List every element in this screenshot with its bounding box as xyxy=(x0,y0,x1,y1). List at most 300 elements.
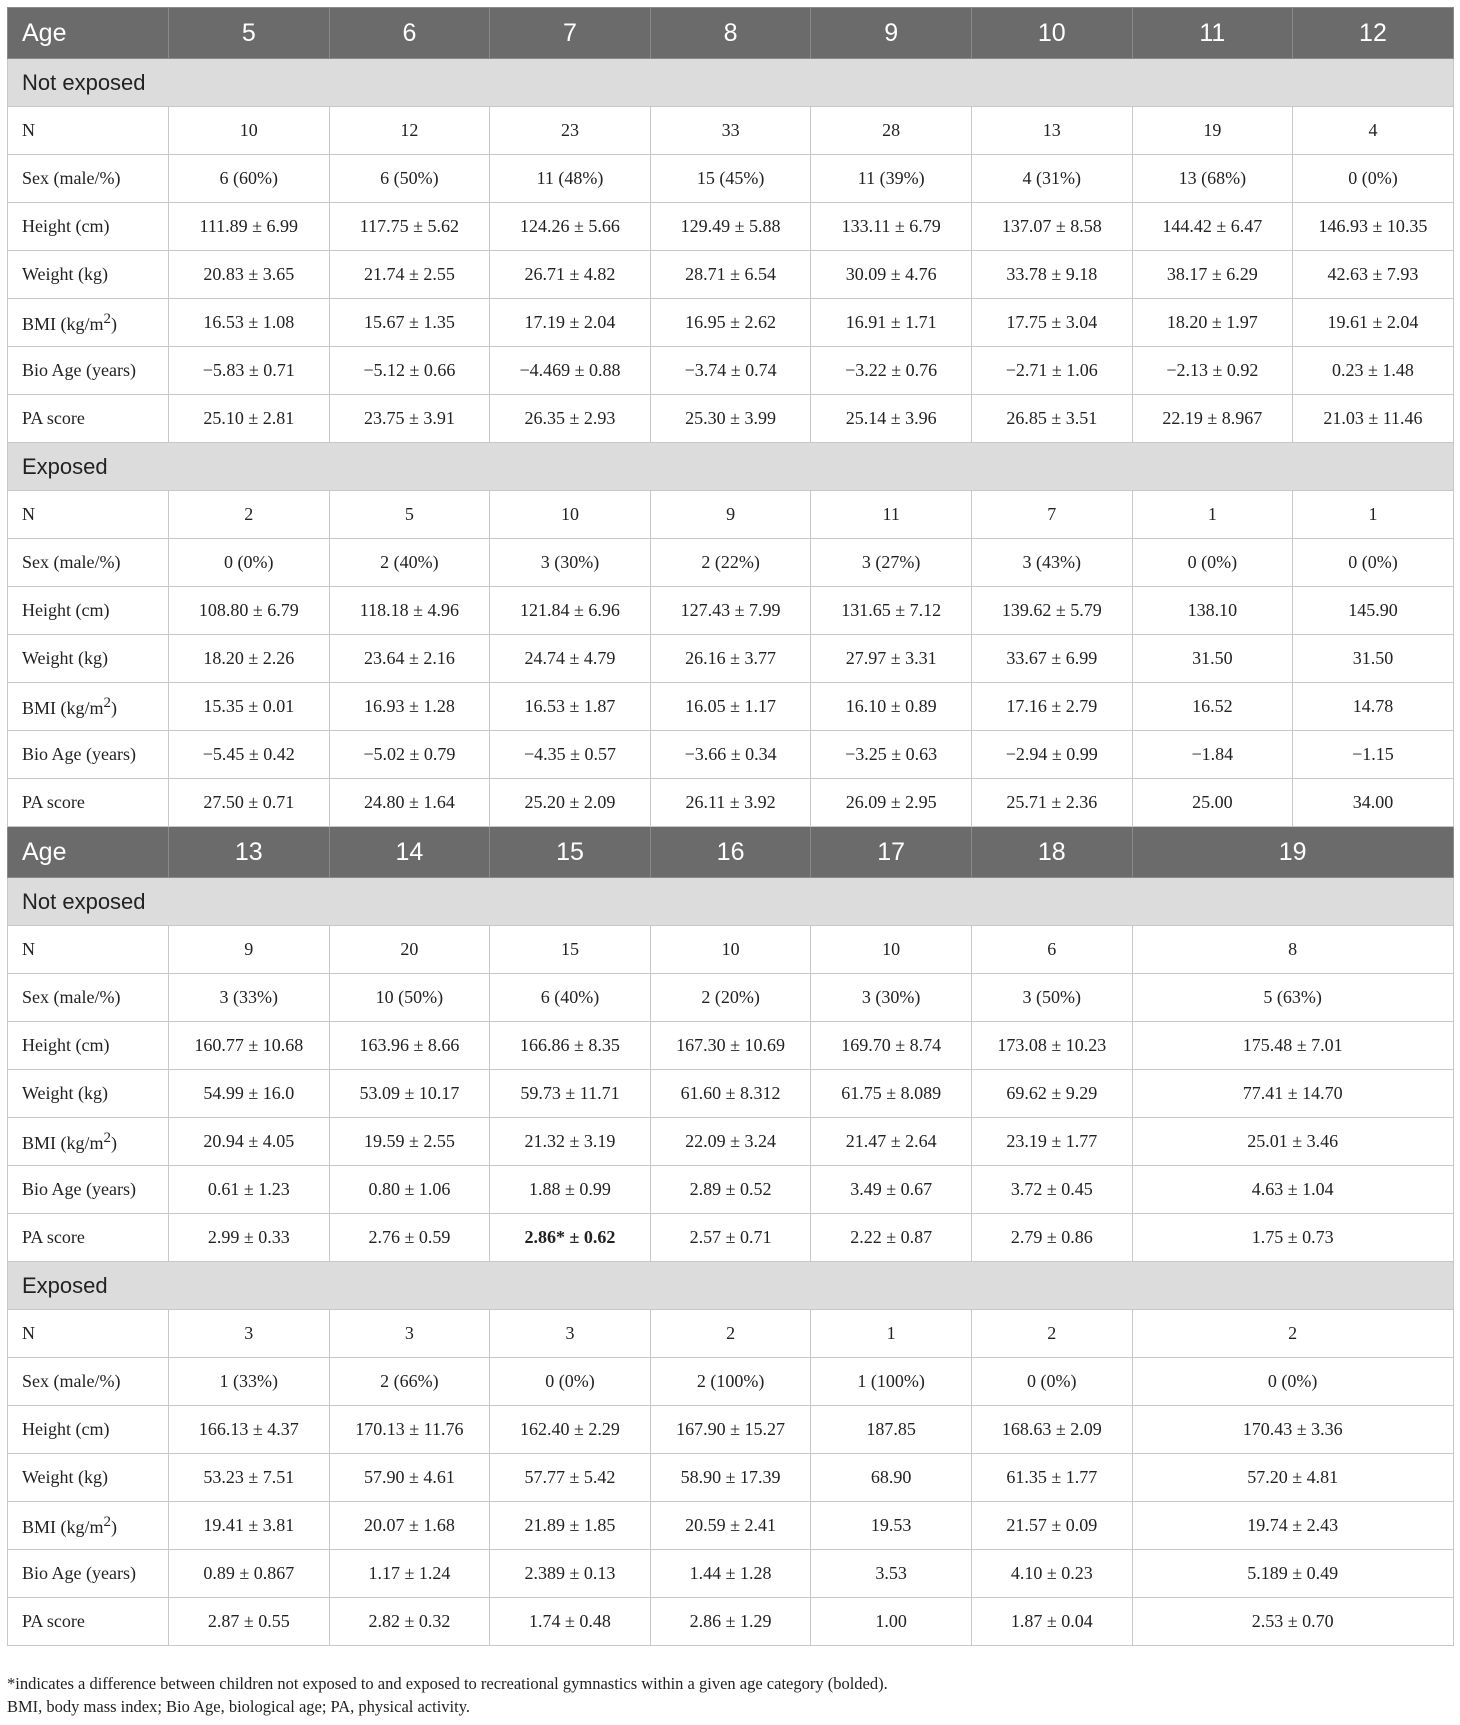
table-cell: 20.94 ± 4.05 xyxy=(169,1118,330,1166)
table-cell: 2 xyxy=(971,1310,1132,1358)
row-label xyxy=(8,779,169,827)
table-row xyxy=(8,1214,1454,1262)
table-row xyxy=(8,155,1454,203)
table-row xyxy=(8,1166,1454,1214)
table-cell: 15.67 ± 1.35 xyxy=(329,299,490,347)
table-cell: 127.43 ± 7.99 xyxy=(650,587,811,635)
table-row xyxy=(8,1022,1454,1070)
table-cell: 20.07 ± 1.68 xyxy=(329,1502,490,1550)
table-cell: 0.89 ± 0.867 xyxy=(169,1550,330,1598)
table-cell: 26.09 ± 2.95 xyxy=(811,779,972,827)
footnote-abbreviations: BMI, body mass index; Bio Age, biological age; PA, physical activity. xyxy=(7,1697,471,1716)
table-cell: 145.90 xyxy=(1293,587,1454,635)
table-cell: 7 xyxy=(971,491,1132,539)
table-cell: 16.53 ± 1.08 xyxy=(169,299,330,347)
row-label-text: Weight (kg) xyxy=(22,648,109,668)
table-cell: 6 (50%) xyxy=(329,155,490,203)
table-row xyxy=(8,491,1454,539)
table-cell: 15 (45%) xyxy=(650,155,811,203)
table-cell: 129.49 ± 5.88 xyxy=(650,203,811,251)
row-label-text: N xyxy=(22,504,35,524)
table-cell: 26.71 ± 4.82 xyxy=(490,251,651,299)
table-cell: −3.74 ± 0.74 xyxy=(650,347,811,395)
row-label-text: Height (cm) xyxy=(22,1419,110,1439)
table-row xyxy=(8,731,1454,779)
table-cell: 25.00 xyxy=(1132,779,1293,827)
table-cell: 3 (43%) xyxy=(971,539,1132,587)
age-header-cell: 9 xyxy=(811,8,972,59)
table-cell: 2 (40%) xyxy=(329,539,490,587)
table-cell: 10 xyxy=(169,107,330,155)
row-label xyxy=(8,587,169,635)
table-cell: 27.50 ± 0.71 xyxy=(169,779,330,827)
table-cell: 33 xyxy=(650,107,811,155)
table-row xyxy=(8,1118,1454,1166)
row-label-suffix: ) xyxy=(111,697,118,718)
table-cell: 3 (27%) xyxy=(811,539,972,587)
table-cell: 33.78 ± 9.18 xyxy=(971,251,1132,299)
row-label xyxy=(8,155,169,203)
table-cell: 53.09 ± 10.17 xyxy=(329,1070,490,1118)
table-cell: 26.85 ± 3.51 xyxy=(971,395,1132,443)
table-row xyxy=(8,926,1454,974)
table-cell: 1.17 ± 1.24 xyxy=(329,1550,490,1598)
table-cell: 168.63 ± 2.09 xyxy=(971,1406,1132,1454)
group-title: Exposed xyxy=(8,443,1454,491)
table-row xyxy=(8,1358,1454,1406)
row-label-text: BMI (kg/m xyxy=(22,313,104,334)
age-header-row xyxy=(8,827,1454,878)
table-row xyxy=(8,1070,1454,1118)
table-cell: 2.79 ± 0.86 xyxy=(971,1214,1132,1262)
row-label-text: Height (cm) xyxy=(22,600,110,620)
table-cell: −3.25 ± 0.63 xyxy=(811,731,972,779)
table-row xyxy=(8,1406,1454,1454)
table-row xyxy=(8,1550,1454,1598)
row-label xyxy=(8,683,169,731)
table-cell: 10 (50%) xyxy=(329,974,490,1022)
table-cell: −3.66 ± 0.34 xyxy=(650,731,811,779)
table-cell: −4.469 ± 0.88 xyxy=(490,347,651,395)
table-cell: 3 xyxy=(329,1310,490,1358)
table-cell: 26.16 ± 3.77 xyxy=(650,635,811,683)
table-cell: 25.01 ± 3.46 xyxy=(1132,1118,1453,1166)
table-cell: −1.15 xyxy=(1293,731,1454,779)
table-cell: 2.76 ± 0.59 xyxy=(329,1214,490,1262)
table-cell: 1 xyxy=(1293,491,1454,539)
table-cell: 24.80 ± 1.64 xyxy=(329,779,490,827)
table-row xyxy=(8,635,1454,683)
table-row xyxy=(8,1502,1454,1550)
table-cell: 26.11 ± 3.92 xyxy=(650,779,811,827)
row-label xyxy=(8,299,169,347)
table-cell: 8 xyxy=(1132,926,1453,974)
table-cell: −2.71 ± 1.06 xyxy=(971,347,1132,395)
age-header-cell: 6 xyxy=(329,8,490,59)
table-cell: 169.70 ± 8.74 xyxy=(811,1022,972,1070)
table-cell: 77.41 ± 14.70 xyxy=(1132,1070,1453,1118)
table-cell: −5.45 ± 0.42 xyxy=(169,731,330,779)
table-cell: 0 (0%) xyxy=(1293,539,1454,587)
row-label-text: PA score xyxy=(22,1611,85,1631)
table-cell: 1 (33%) xyxy=(169,1358,330,1406)
table-cell: 19 xyxy=(1132,107,1293,155)
table-row xyxy=(8,539,1454,587)
table-cell: 1.74 ± 0.48 xyxy=(490,1598,651,1646)
table-cell: 2.87 ± 0.55 xyxy=(169,1598,330,1646)
table-cell: 54.99 ± 16.0 xyxy=(169,1070,330,1118)
table-cell: 1.75 ± 0.73 xyxy=(1132,1214,1453,1262)
table-cell: 31.50 xyxy=(1132,635,1293,683)
row-label xyxy=(8,107,169,155)
row-label xyxy=(8,635,169,683)
row-label-text: Bio Age (years) xyxy=(22,1563,136,1583)
group-title-row xyxy=(8,59,1454,107)
table-cell: 18.20 ± 2.26 xyxy=(169,635,330,683)
table-row xyxy=(8,1454,1454,1502)
table-cell: 2.99 ± 0.33 xyxy=(169,1214,330,1262)
table-cell: 10 xyxy=(811,926,972,974)
table-row xyxy=(8,395,1454,443)
table-cell: 0 (0%) xyxy=(971,1358,1132,1406)
table-cell: 19.59 ± 2.55 xyxy=(329,1118,490,1166)
table-row xyxy=(8,299,1454,347)
table-cell: 1.00 xyxy=(811,1598,972,1646)
table-cell: 19.61 ± 2.04 xyxy=(1293,299,1454,347)
table-cell: 0.23 ± 1.48 xyxy=(1293,347,1454,395)
table-cell: 57.20 ± 4.81 xyxy=(1132,1454,1453,1502)
table-cell: 38.17 ± 6.29 xyxy=(1132,251,1293,299)
table-cell: 21.57 ± 0.09 xyxy=(971,1502,1132,1550)
table-cell: 11 xyxy=(811,491,972,539)
table-cell: 68.90 xyxy=(811,1454,972,1502)
table-cell: 15.35 ± 0.01 xyxy=(169,683,330,731)
table-cell: 2.57 ± 0.71 xyxy=(650,1214,811,1262)
table-cell: 16.95 ± 2.62 xyxy=(650,299,811,347)
footnote-significance: *indicates a difference between children not exposed to and exposed to recreational gymnastics within a given age category (bolded). xyxy=(7,1674,888,1693)
table-cell: 17.16 ± 2.79 xyxy=(971,683,1132,731)
table-cell: 1.44 ± 1.28 xyxy=(650,1550,811,1598)
table-cell: 5 (63%) xyxy=(1132,974,1453,1022)
table-cell: 21.74 ± 2.55 xyxy=(329,251,490,299)
age-header-cell: 12 xyxy=(1293,8,1454,59)
row-label xyxy=(8,926,169,974)
table-cell: 25.30 ± 3.99 xyxy=(650,395,811,443)
table-cell: 2.22 ± 0.87 xyxy=(811,1214,972,1262)
table-cell: 33.67 ± 6.99 xyxy=(971,635,1132,683)
table-cell: 1 xyxy=(1132,491,1293,539)
table-cell: 34.00 xyxy=(1293,779,1454,827)
table-row xyxy=(8,1310,1454,1358)
table-row xyxy=(8,683,1454,731)
age-header-cell: 10 xyxy=(971,8,1132,59)
table-cell: 9 xyxy=(169,926,330,974)
row-label-text: N xyxy=(22,1323,35,1343)
table-cell: 26.35 ± 2.93 xyxy=(490,395,651,443)
row-label-text: Bio Age (years) xyxy=(22,1179,136,1199)
table-cell: 13 xyxy=(971,107,1132,155)
row-label-suffix: ) xyxy=(111,313,118,334)
row-label xyxy=(8,347,169,395)
table-cell: 11 (39%) xyxy=(811,155,972,203)
table-cell: 57.77 ± 5.42 xyxy=(490,1454,651,1502)
table-cell: −5.12 ± 0.66 xyxy=(329,347,490,395)
age-header-cell: 13 xyxy=(169,827,330,878)
group-title-row xyxy=(8,1262,1454,1310)
row-label-text: Weight (kg) xyxy=(22,1083,109,1103)
table-cell: 23.75 ± 3.91 xyxy=(329,395,490,443)
row-label-text: Height (cm) xyxy=(22,1035,110,1055)
table-cell: 124.26 ± 5.66 xyxy=(490,203,651,251)
age-header-cell: 16 xyxy=(650,827,811,878)
table-cell: 9 xyxy=(650,491,811,539)
row-label xyxy=(8,1022,169,1070)
table-cell: 6 (60%) xyxy=(169,155,330,203)
table-cell: 19.74 ± 2.43 xyxy=(1132,1502,1453,1550)
table-cell: 121.84 ± 6.96 xyxy=(490,587,651,635)
table-cell: 4.10 ± 0.23 xyxy=(971,1550,1132,1598)
table-cell: 10 xyxy=(650,926,811,974)
table-cell: 17.19 ± 2.04 xyxy=(490,299,651,347)
table-cell: 2 (22%) xyxy=(650,539,811,587)
table-cell: 20.59 ± 2.41 xyxy=(650,1502,811,1550)
table-cell: 21.89 ± 1.85 xyxy=(490,1502,651,1550)
table-cell: 118.18 ± 4.96 xyxy=(329,587,490,635)
table-cell: −2.94 ± 0.99 xyxy=(971,731,1132,779)
table-cell: 3 (33%) xyxy=(169,974,330,1022)
age-header-cell: 19 xyxy=(1132,827,1453,878)
table-cell: 108.80 ± 6.79 xyxy=(169,587,330,635)
table-cell: 6 (40%) xyxy=(490,974,651,1022)
table-cell: 25.71 ± 2.36 xyxy=(971,779,1132,827)
table-cell: 24.74 ± 4.79 xyxy=(490,635,651,683)
table-cell: 144.42 ± 6.47 xyxy=(1132,203,1293,251)
age-header-cell: 7 xyxy=(490,8,651,59)
table-cell: 4.63 ± 1.04 xyxy=(1132,1166,1453,1214)
table-cell: 5.189 ± 0.49 xyxy=(1132,1550,1453,1598)
table-cell: 23 xyxy=(490,107,651,155)
table-cell: 0 (0%) xyxy=(1132,1358,1453,1406)
table-body xyxy=(8,8,1454,1646)
table-cell: 173.08 ± 10.23 xyxy=(971,1022,1132,1070)
row-label-text: Bio Age (years) xyxy=(22,360,136,380)
table-cell: 25.20 ± 2.09 xyxy=(490,779,651,827)
table-cell: 167.90 ± 15.27 xyxy=(650,1406,811,1454)
table-cell: 21.47 ± 2.64 xyxy=(811,1118,972,1166)
age-header-cell: 17 xyxy=(811,827,972,878)
table-cell: 3 xyxy=(169,1310,330,1358)
table-row xyxy=(8,587,1454,635)
row-label-superscript: 2 xyxy=(103,310,112,327)
row-label xyxy=(8,731,169,779)
table-cell: 21.03 ± 11.46 xyxy=(1293,395,1454,443)
table-cell: 21.32 ± 3.19 xyxy=(490,1118,651,1166)
table-cell: 31.50 xyxy=(1293,635,1454,683)
group-title-row xyxy=(8,443,1454,491)
table-row xyxy=(8,203,1454,251)
table-cell: 16.93 ± 1.28 xyxy=(329,683,490,731)
table-cell: 14.78 xyxy=(1293,683,1454,731)
table-cell: 117.75 ± 5.62 xyxy=(329,203,490,251)
table-cell: 15 xyxy=(490,926,651,974)
table-cell: 0.80 ± 1.06 xyxy=(329,1166,490,1214)
age-header-cell: 14 xyxy=(329,827,490,878)
row-label xyxy=(8,395,169,443)
row-label-text: Sex (male/%) xyxy=(22,987,121,1007)
row-label-text: PA score xyxy=(22,792,85,812)
table-cell: 111.89 ± 6.99 xyxy=(169,203,330,251)
table-cell: 2 xyxy=(1132,1310,1453,1358)
row-label-superscript: 2 xyxy=(103,694,112,711)
table-cell: 16.10 ± 0.89 xyxy=(811,683,972,731)
row-label xyxy=(8,1550,169,1598)
table-cell: 2 (100%) xyxy=(650,1358,811,1406)
table-cell: 10 xyxy=(490,491,651,539)
row-label-text: N xyxy=(22,939,35,959)
row-label xyxy=(8,1118,169,1166)
table-cell: 18.20 ± 1.97 xyxy=(1132,299,1293,347)
table-cell: 22.09 ± 3.24 xyxy=(650,1118,811,1166)
table-row xyxy=(8,347,1454,395)
row-label xyxy=(8,1166,169,1214)
row-label-text: Bio Age (years) xyxy=(22,744,136,764)
age-header-row xyxy=(8,8,1454,59)
table-cell: 139.62 ± 5.79 xyxy=(971,587,1132,635)
table-cell: 2.82 ± 0.32 xyxy=(329,1598,490,1646)
row-label xyxy=(8,1310,169,1358)
row-label-text: Weight (kg) xyxy=(22,264,109,284)
table-cell: 3.72 ± 0.45 xyxy=(971,1166,1132,1214)
table-cell: 13 (68%) xyxy=(1132,155,1293,203)
row-label-text: BMI (kg/m xyxy=(22,697,104,718)
table-row xyxy=(8,107,1454,155)
row-label xyxy=(8,1358,169,1406)
table-cell: 2 (20%) xyxy=(650,974,811,1022)
row-label xyxy=(8,203,169,251)
table-cell: 3 xyxy=(490,1310,651,1358)
age-header-cell: 15 xyxy=(490,827,651,878)
age-header-cell: 8 xyxy=(650,8,811,59)
row-label-text: PA score xyxy=(22,1227,85,1247)
table-cell: 0 (0%) xyxy=(169,539,330,587)
row-label-superscript: 2 xyxy=(103,1513,112,1530)
table-cell: 28 xyxy=(811,107,972,155)
table-cell: 0 (0%) xyxy=(1132,539,1293,587)
row-label xyxy=(8,251,169,299)
table-cell: 1 xyxy=(811,1310,972,1358)
table-row xyxy=(8,974,1454,1022)
table-cell: 175.48 ± 7.01 xyxy=(1132,1022,1453,1070)
table-cell: 20.83 ± 3.65 xyxy=(169,251,330,299)
row-label xyxy=(8,1406,169,1454)
age-header-cell: 18 xyxy=(971,827,1132,878)
table-cell: 25.10 ± 2.81 xyxy=(169,395,330,443)
table-cell: 187.85 xyxy=(811,1406,972,1454)
table-cell: 12 xyxy=(329,107,490,155)
table-cell: 2.389 ± 0.13 xyxy=(490,1550,651,1598)
table-cell: 2 (66%) xyxy=(329,1358,490,1406)
table-cell: 16.05 ± 1.17 xyxy=(650,683,811,731)
group-title-row xyxy=(8,878,1454,926)
table-cell: 3.49 ± 0.67 xyxy=(811,1166,972,1214)
table-row xyxy=(8,1598,1454,1646)
table-cell: 0 (0%) xyxy=(1293,155,1454,203)
row-label-text: Sex (male/%) xyxy=(22,1371,121,1391)
row-label xyxy=(8,1454,169,1502)
age-header-cell: 5 xyxy=(169,8,330,59)
table-cell: 3 (50%) xyxy=(971,974,1132,1022)
row-label xyxy=(8,1598,169,1646)
table-cell: 1.88 ± 0.99 xyxy=(490,1166,651,1214)
table-row xyxy=(8,779,1454,827)
table-cell: 19.41 ± 3.81 xyxy=(169,1502,330,1550)
table-cell: 166.13 ± 4.37 xyxy=(169,1406,330,1454)
table-cell: 59.73 ± 11.71 xyxy=(490,1070,651,1118)
table-cell: 61.35 ± 1.77 xyxy=(971,1454,1132,1502)
table-cell: 16.91 ± 1.71 xyxy=(811,299,972,347)
row-label-text: BMI (kg/m xyxy=(22,1516,104,1537)
age-header-cell: 11 xyxy=(1132,8,1293,59)
table-cell: 2.89 ± 0.52 xyxy=(650,1166,811,1214)
table-cell: 2 xyxy=(169,491,330,539)
table-cell: 3.53 xyxy=(811,1550,972,1598)
row-label-suffix: ) xyxy=(111,1132,118,1153)
table-cell: 25.14 ± 3.96 xyxy=(811,395,972,443)
table-cell: 162.40 ± 2.29 xyxy=(490,1406,651,1454)
table-cell: 133.11 ± 6.79 xyxy=(811,203,972,251)
table-cell: 170.13 ± 11.76 xyxy=(329,1406,490,1454)
footnotes xyxy=(7,1672,1453,1718)
table-cell: 53.23 ± 7.51 xyxy=(169,1454,330,1502)
row-label-text: Sex (male/%) xyxy=(22,552,121,572)
table-cell: 22.19 ± 8.967 xyxy=(1132,395,1293,443)
table-cell: 4 xyxy=(1293,107,1454,155)
row-label-text: BMI (kg/m xyxy=(22,1132,104,1153)
table-cell: 170.43 ± 3.36 xyxy=(1132,1406,1453,1454)
table-cell: 19.53 xyxy=(811,1502,972,1550)
row-label-text: Weight (kg) xyxy=(22,1467,109,1487)
row-label-text: PA score xyxy=(22,408,85,428)
table-cell: 4 (31%) xyxy=(971,155,1132,203)
table-cell: 167.30 ± 10.69 xyxy=(650,1022,811,1070)
row-label xyxy=(8,1214,169,1262)
row-label xyxy=(8,539,169,587)
group-title: Exposed xyxy=(8,1262,1454,1310)
table-cell: 27.97 ± 3.31 xyxy=(811,635,972,683)
table-cell: 69.62 ± 9.29 xyxy=(971,1070,1132,1118)
table-cell: 138.10 xyxy=(1132,587,1293,635)
table-cell: 57.90 ± 4.61 xyxy=(329,1454,490,1502)
table-cell: 61.75 ± 8.089 xyxy=(811,1070,972,1118)
table-row xyxy=(8,251,1454,299)
table-cell: 0 (0%) xyxy=(490,1358,651,1406)
row-label xyxy=(8,1070,169,1118)
table-cell: 1 (100%) xyxy=(811,1358,972,1406)
table-cell: 166.86 ± 8.35 xyxy=(490,1022,651,1070)
group-title: Not exposed xyxy=(8,878,1454,926)
table-cell: 3 (30%) xyxy=(490,539,651,587)
table-cell: 61.60 ± 8.312 xyxy=(650,1070,811,1118)
table-cell: −1.84 xyxy=(1132,731,1293,779)
row-label xyxy=(8,1502,169,1550)
table-cell: 58.90 ± 17.39 xyxy=(650,1454,811,1502)
table-cell: 6 xyxy=(971,926,1132,974)
table-cell: 160.77 ± 10.68 xyxy=(169,1022,330,1070)
row-label-text: N xyxy=(22,120,35,140)
row-label-text: Height (cm) xyxy=(22,216,110,236)
data-table-container xyxy=(7,7,1453,1646)
table-cell: 0.61 ± 1.23 xyxy=(169,1166,330,1214)
